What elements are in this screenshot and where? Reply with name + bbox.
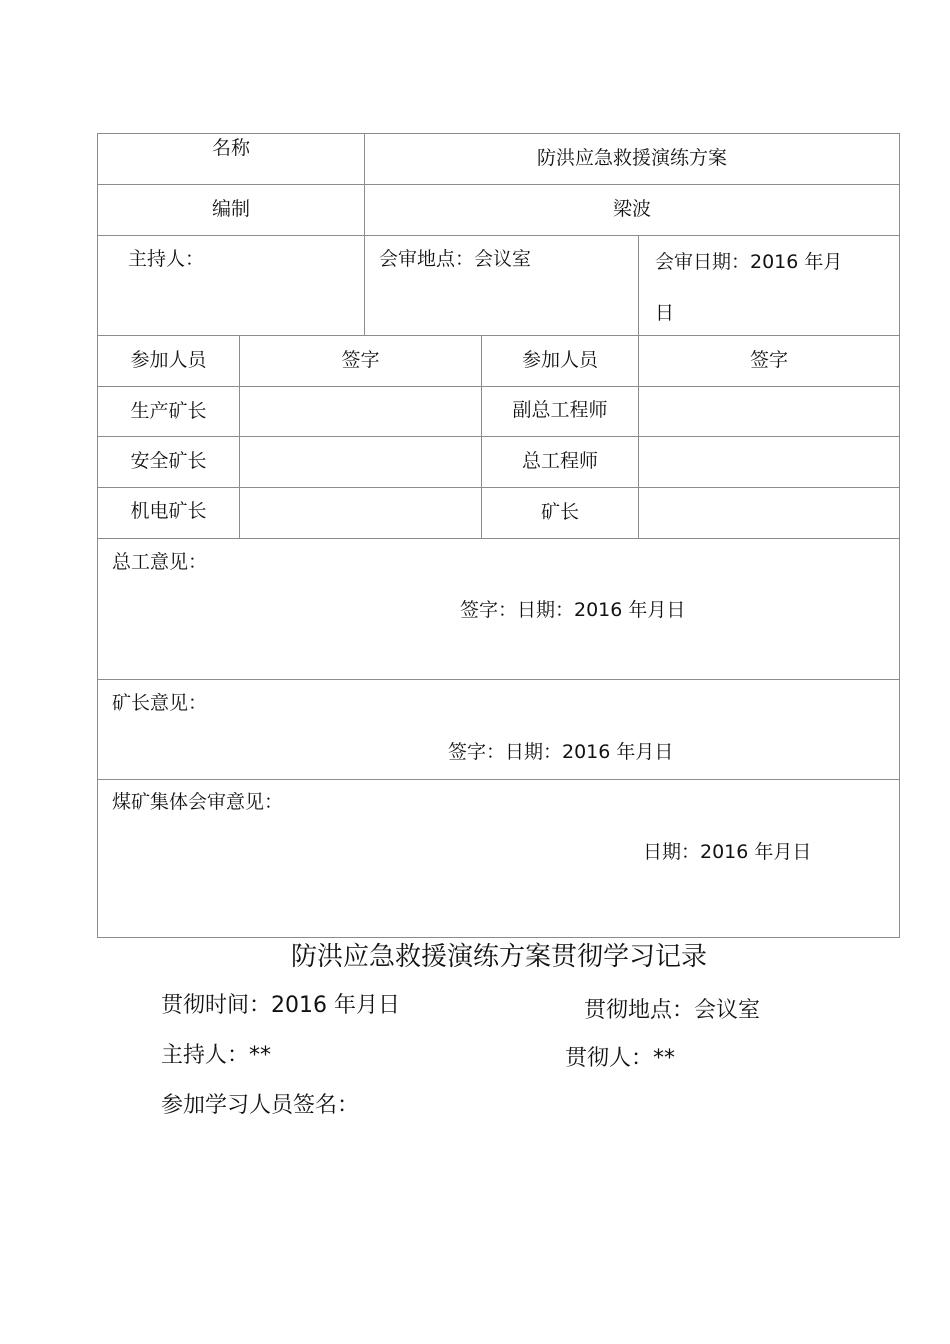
review-date-line2: 日 [655,302,675,324]
location-label: 会审地点：会议室 [379,248,532,270]
participant-role: 副总工程师 [512,399,608,421]
signature-header-1: 签字 [341,349,380,371]
study-record-title: 防洪应急救援演练方案贯彻学习记录 [290,942,707,972]
study-implementer: 贯彻人：** [565,1046,676,1071]
name-label: 名称 [211,137,250,159]
mine-manager-sign-date: 签字：日期：2016 年月日 [448,741,674,763]
editor-value: 梁波 [612,198,651,220]
review-date-line1: 会审日期：2016 年月 [655,251,843,273]
chief-engineer-sign-date: 签字：日期：2016 年月日 [460,599,686,621]
mine-manager-opinion-label: 矿长意见： [112,692,208,714]
host-label: 主持人： [128,248,205,270]
collective-review-date: 日期：2016 年月日 [643,841,812,863]
study-host: 主持人：** [161,1043,272,1068]
participants-header-2: 参加人员 [521,349,598,371]
attendees-signature-label: 参加学习人员签名： [161,1093,360,1118]
study-place: 贯彻地点：会议室 [584,998,761,1023]
participant-role: 矿长 [540,501,579,523]
participant-role: 机电矿长 [130,500,207,522]
editor-label: 编制 [211,198,250,220]
chief-engineer-opinion-label: 总工意见： [112,551,208,573]
study-time: 贯彻时间：2016 年月日 [161,993,400,1018]
participant-role: 安全矿长 [130,450,207,472]
name-value: 防洪应急救援演练方案 [536,147,727,169]
participant-role: 生产矿长 [130,400,207,422]
participants-header-1: 参加人员 [130,349,207,371]
collective-review-label: 煤矿集体会审意见： [112,791,284,813]
signature-header-2: 签字 [749,349,788,371]
participant-role: 总工程师 [521,450,598,472]
